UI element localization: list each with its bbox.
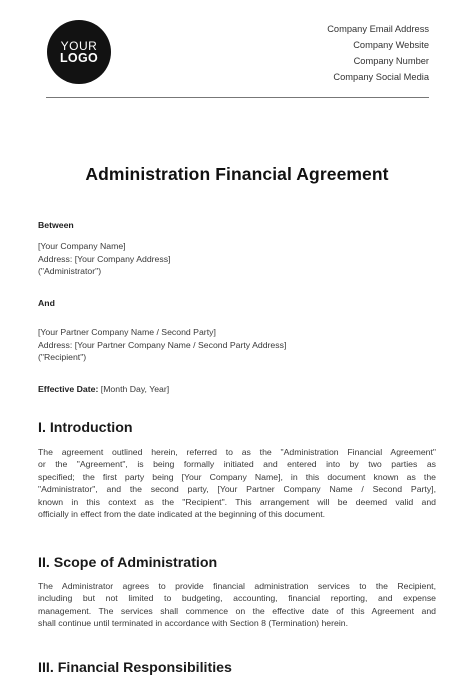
and-block (38, 297, 436, 310)
section-scope-heading: II. Scope of Administration (38, 555, 218, 571)
intro-line: officially in effect from the date indicated at the beginning of this document. (38, 509, 326, 520)
effective-date-label: Effective Date: (38, 384, 99, 394)
scope-line: including but not limited to budgeting, accounting, financial reporting, and expense (38, 593, 436, 604)
section-introduction-heading: I. Introduction (38, 420, 133, 436)
company-social-media: Company Social Media (333, 72, 429, 82)
logo-text-line2: LOGO (59, 50, 98, 65)
company-email: Company Email Address (327, 24, 429, 34)
recipient-block (38, 326, 436, 364)
company-number: Company Number (353, 56, 429, 66)
section-financial-heading: III. Financial Responsibilities (38, 660, 232, 676)
scope-line: management. The services shall commence on the effective date of this Agreement and (38, 605, 436, 616)
header-divider (46, 97, 429, 98)
effective-date-line (38, 383, 436, 396)
intro-line: The agreement outlined herein, referred to as the "Administration Financial Agreement" (38, 447, 436, 457)
scope-line: The Administrator agrees to provide financial administration services to the Recipient, (38, 581, 436, 591)
administrator-block (38, 240, 436, 278)
scope-line: shall continue until terminated in accordance with Section 8 (Termination) herein. (38, 618, 349, 629)
administrator-role: ("Administrator") (38, 266, 102, 277)
recipient-role: ("Recipient") (38, 352, 87, 363)
and-label: And (38, 298, 55, 308)
company-logo (47, 20, 111, 84)
intro-line: specified; the first party being [Your Company Name], in this document known as the (38, 471, 436, 482)
company-website: Company Website (353, 40, 429, 50)
section-introduction-text (38, 446, 436, 521)
intro-line: or the "Agreement", is being formally initiated and entered into by two parties as (38, 459, 436, 470)
recipient-address: Address: [Your Partner Company Name / Second Party Address] (38, 339, 287, 350)
section-scope-text (38, 580, 436, 630)
company-contact-block (327, 21, 429, 85)
recipient-name: [Your Partner Company Name / Second Party] (38, 327, 216, 337)
between-block (38, 219, 436, 232)
intro-line: known in this context as the "Recipient". This arrangement will be deemed valid and (38, 496, 436, 507)
administrator-address: Address: [Your Company Address] (38, 253, 171, 264)
administrator-name: [Your Company Name] (38, 241, 126, 251)
effective-date-value: [Month Day, Year] (100, 384, 170, 394)
document-title: Administration Financial Agreement (85, 164, 389, 184)
intro-line: "Administrator", and the second party, [Your Partner Company Name / Second Party], (38, 484, 436, 495)
between-label: Between (38, 220, 74, 230)
logo-text-line1: YOUR (60, 38, 98, 53)
